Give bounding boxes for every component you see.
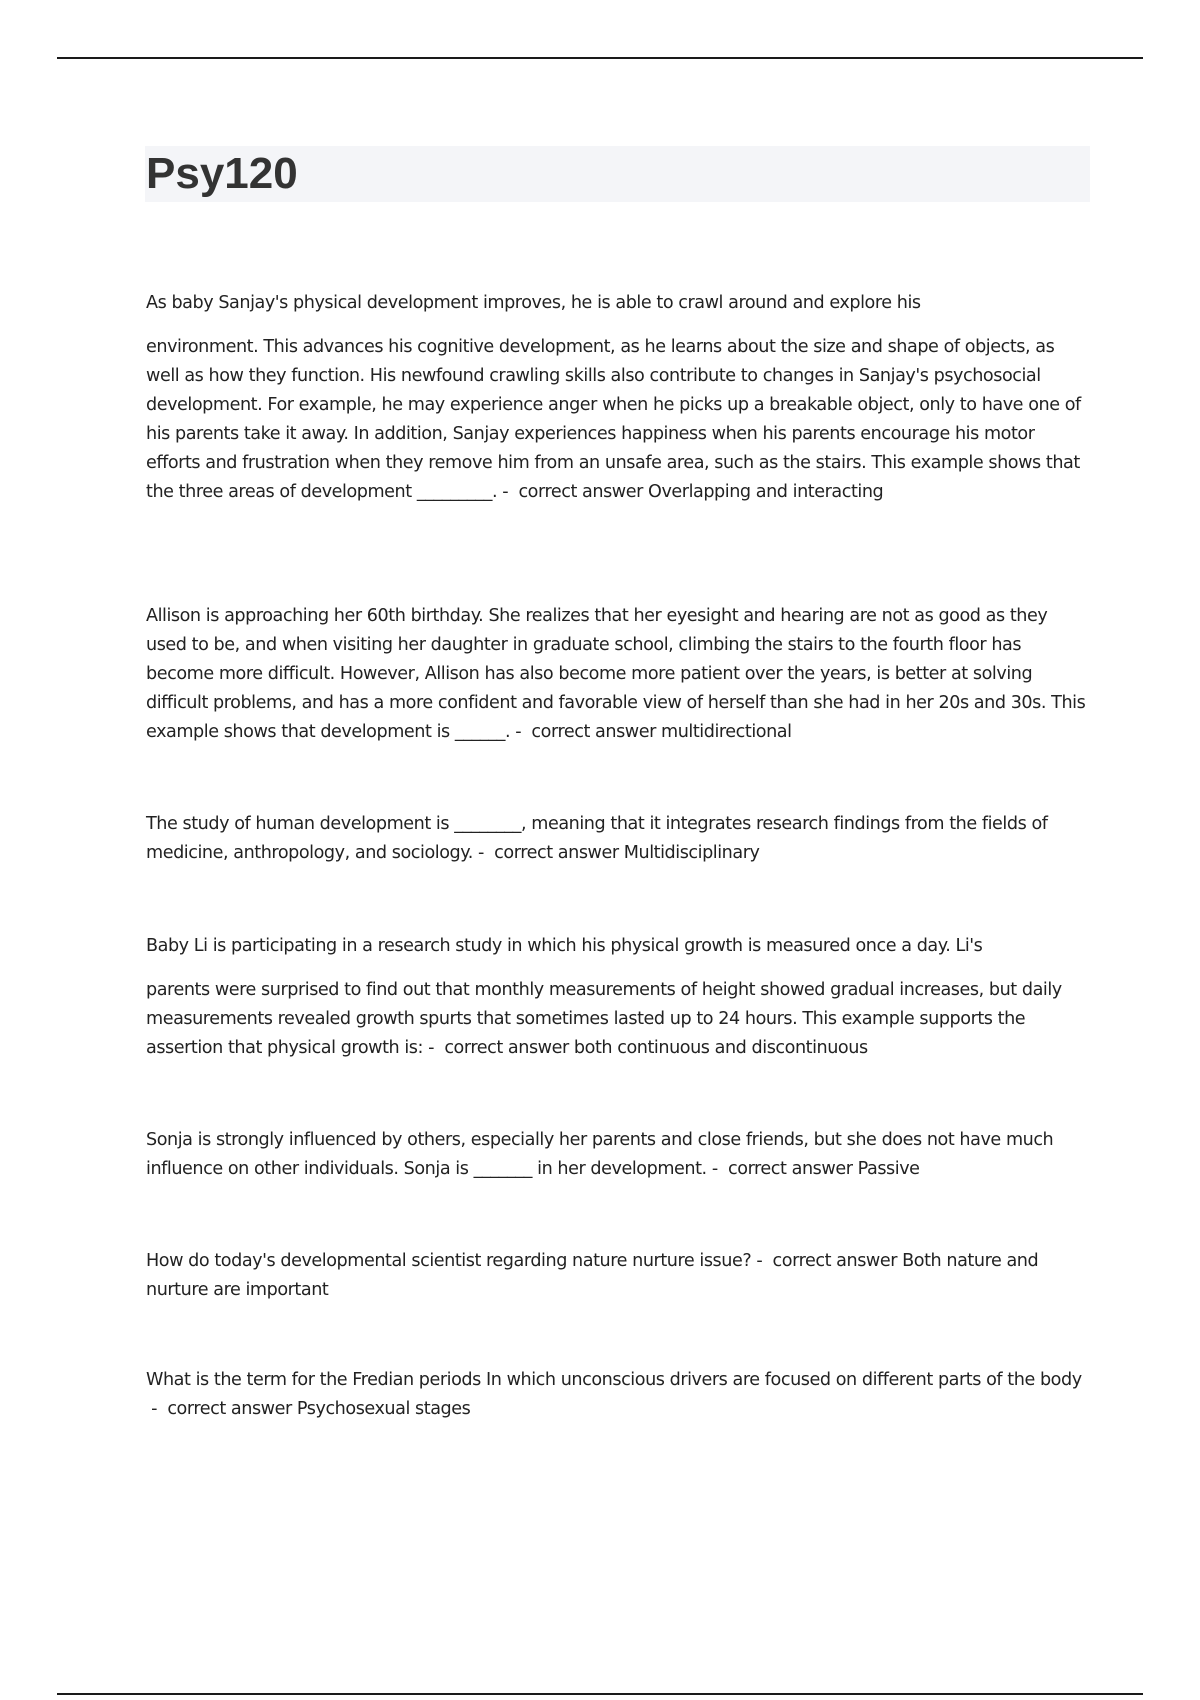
qa-item-7: [146, 1366, 1091, 1424]
answer-text: Multidisciplinary: [623, 843, 760, 863]
question-text: The study of human development is ________, meaning that it integrates research findings from the fields of medicine, anthropology, and sociology.: [146, 814, 1048, 863]
top-rule: [57, 57, 1143, 59]
answer-separator: - correct answer: [146, 1399, 297, 1419]
answer-text: Both nature and nurture are important: [146, 1251, 1039, 1300]
question-first-line: As baby Sanjay's physical development improves, he is able to crawl around and explore his: [146, 293, 921, 313]
qa-item-2: [146, 602, 1091, 747]
bottom-rule: [57, 1693, 1143, 1695]
question-text: How do today's developmental scientist regarding nature nurture issue?: [146, 1251, 752, 1271]
answer-text: Passive: [857, 1159, 920, 1179]
answer-text: Overlapping and interacting: [648, 482, 884, 502]
page-title: Psy120: [146, 149, 298, 198]
answer-separator: - correct answer: [751, 1251, 903, 1271]
answer-text: Psychosexual stages: [296, 1399, 471, 1419]
qa-item-4: [146, 932, 1091, 1063]
question-text: Sonja is strongly influenced by others, especially her parents and close friends, but she does not have much influence on other individuals. Sonja is _______ in her development.: [146, 1130, 1054, 1179]
answer-separator: - correct answer: [497, 482, 649, 502]
question-text: What is the term for the Fredian periods In which unconscious drivers are focused on different parts of the body: [146, 1370, 1082, 1390]
answer-text: both continuous and discontinuous: [573, 1038, 868, 1058]
answer-text: multidirectional: [661, 722, 792, 742]
qa-item-5: [146, 1126, 1091, 1184]
question-first-line: Baby Li is participating in a research study in which his physical growth is measured once a day. Li's: [146, 936, 983, 956]
question-text: environment. This advances his cognitive development, as he learns about the size and shape of objects, as well as how they function. His newfound crawling skills also contribute to changes in Sanjay's psychosocial development. For example, he may experience anger when he picks up a breakable object, only to have one of his parents take it away. In addition, Sanjay experiences happiness when his parents encourage his motor efforts and frustration when they remove him from an unsafe area, such as the stairs. This example shows that the three areas of development _________.: [146, 337, 1081, 502]
answer-separator: - correct answer: [706, 1159, 858, 1179]
qa-item-3: [146, 810, 1091, 868]
qa-item-1: [146, 289, 1091, 507]
question-text: Allison is approaching her 60th birthday. She realizes that her eyesight and hearing are not as good as they used to be, and when visiting her daughter in graduate school, climbing the stairs to the fourth floor has become more difficult. However, Allison has also become more patient over the years, is better at solving difficult problems, and has a more confident and favorable view of herself than she had in her 20s and 30s. This example shows that development is ______.: [146, 606, 1086, 742]
answer-separator: - correct answer: [423, 1038, 574, 1058]
answer-separator: - correct answer: [472, 843, 624, 863]
answer-separator: - correct answer: [510, 722, 662, 742]
qa-item-6: [146, 1247, 1091, 1305]
question-text: parents were surprised to find out that monthly measurements of height showed gradual increases, but daily measurements revealed growth spurts that sometimes lasted up to 24 hours. This example supports the assertion that physical growth is:: [146, 980, 1062, 1058]
